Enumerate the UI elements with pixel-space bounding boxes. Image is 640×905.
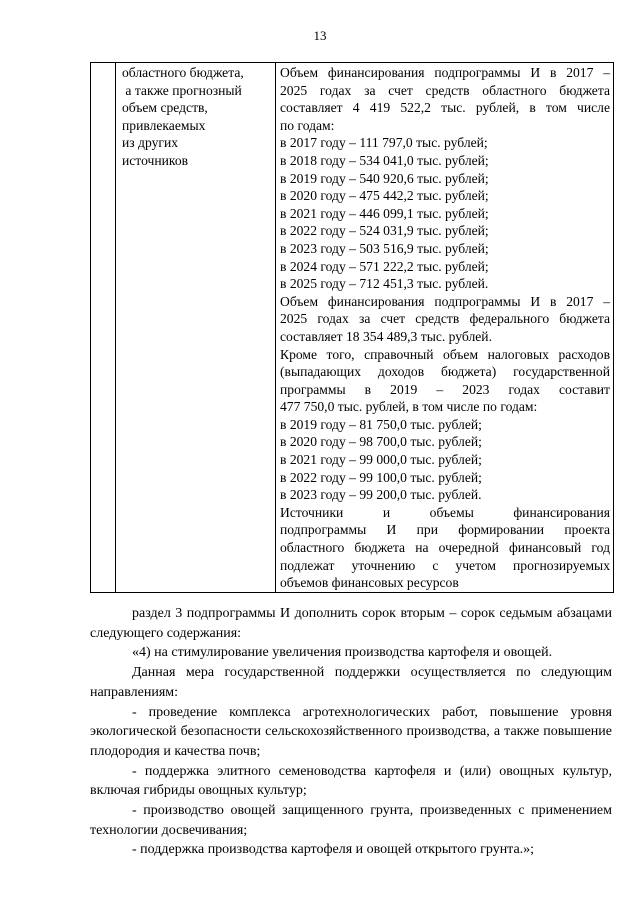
sources-line: подлежат уточнению с учетом прогнозируемых	[280, 557, 610, 573]
year-amount-line: в 2018 году – 534 041,0 тыс. рублей;	[280, 152, 489, 168]
paragraph: - производство овощей защищенного грунта, произведенных с применением технологии досвечивания;	[90, 803, 612, 838]
sources-line: подпрограммы И при формировании проекта	[280, 522, 610, 538]
tax-expense-line: Кроме того, справочный объем налоговых расходов	[280, 346, 610, 362]
tax-expense-line: программы в 2019 – 2023 годах составит	[280, 381, 610, 397]
sources-line: областного бюджета на очередной финансовый год	[280, 540, 610, 556]
indicator-name-cell	[116, 63, 276, 593]
amendment-text	[90, 604, 612, 860]
funding-line: по годам:	[280, 117, 335, 133]
year-amount-line: в 2023 году – 99 200,0 тыс. рублей.	[280, 487, 482, 503]
page-number: 13	[313, 28, 327, 43]
program-passport-table	[90, 62, 614, 593]
table-row	[91, 63, 614, 593]
year-amount-line: в 2020 году – 98 700,0 тыс. рублей;	[280, 434, 482, 450]
tax-expense-line: (выпадающих доходов бюджета) государственной	[280, 364, 610, 380]
funding-line: составляет 4 419 522,2 тыс. рублей, в том числе	[280, 100, 610, 116]
indicator-line: источников	[122, 152, 189, 168]
year-amount-line: в 2019 году – 540 920,6 тыс. рублей;	[280, 170, 489, 186]
year-amount-line: в 2019 году – 81 750,0 тыс. рублей;	[280, 416, 482, 432]
paragraph: - поддержка производства картофеля и овощей открытого грунта.»;	[132, 842, 535, 858]
funding-description-cell	[276, 63, 614, 593]
funding-line: 2025 годах за счет средств федерального бюджета	[280, 311, 610, 327]
indicator-line: объем средств,	[122, 100, 208, 116]
paragraph: - проведение комплекса агротехнологических работ, повышение уровня экологической безопасности сельскохозяйственного производства, а также повышение плодородия и качества почв;	[90, 704, 612, 759]
paragraph: раздел 3 подпрограммы И дополнить сорок вторым – сорок седьмым абзацами следующего содержания:	[90, 606, 612, 641]
sources-line: Источники и объемы финансирования	[280, 504, 610, 520]
year-amount-line: в 2020 году – 475 442,2 тыс. рублей;	[280, 188, 489, 204]
empty-cell	[91, 63, 116, 593]
year-amount-line: в 2022 году – 99 100,0 тыс. рублей;	[280, 469, 482, 485]
paragraph: Данная мера государственной поддержки осуществляется по следующим направлениям:	[90, 665, 612, 700]
indicator-line: областного бюджета,	[122, 65, 244, 80]
year-amount-line: в 2025 году – 712 451,3 тыс. рублей.	[280, 276, 489, 292]
indicator-line: а также прогнозный	[122, 82, 242, 98]
year-amount-line: в 2024 году – 571 222,2 тыс. рублей;	[280, 258, 489, 274]
funding-line: 2025 годах за счет средств областного бюджета	[280, 82, 610, 98]
indicator-line: из других	[122, 135, 179, 151]
funding-line: Объем финансирования подпрограммы И в 2017 –	[280, 65, 610, 80]
year-amount-line: в 2023 году – 503 516,9 тыс. рублей;	[280, 240, 489, 256]
paragraph: «4) на стимулирование увеличения производства картофеля и овощей.	[132, 645, 553, 661]
year-amount-line: в 2021 году – 446 099,1 тыс. рублей;	[280, 205, 489, 221]
year-amount-line: в 2017 году – 111 797,0 тыс. рублей;	[280, 135, 488, 151]
funding-line: составляет 18 354 489,3 тыс. рублей.	[280, 328, 492, 344]
year-amount-line: в 2021 году – 99 000,0 тыс. рублей;	[280, 452, 482, 468]
indicator-line: привлекаемых	[122, 117, 206, 133]
year-amount-line: в 2022 году – 524 031,9 тыс. рублей;	[280, 223, 489, 239]
funding-line: Объем финансирования подпрограммы И в 2017 –	[280, 293, 610, 309]
sources-line: объемов финансовых ресурсов	[280, 575, 459, 591]
tax-expense-line: 477 750,0 тыс. рублей, в том числе по годам:	[280, 399, 538, 415]
paragraph: - поддержка элитного семеноводства картофеля и (или) овощных культур, включая гибриды овощных культур;	[90, 763, 612, 799]
